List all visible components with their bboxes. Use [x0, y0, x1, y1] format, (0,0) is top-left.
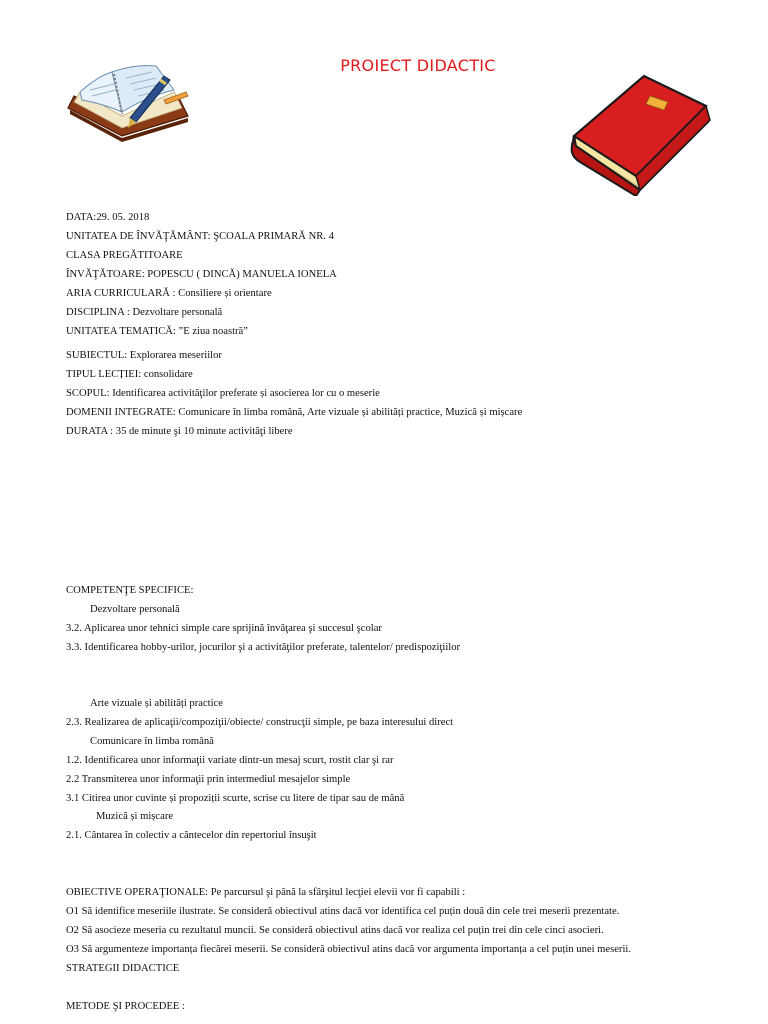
- competence-item: 3.1 Citirea unor cuvinte și propoziții scurte, scrise cu litere de tipar sau de mână: [66, 793, 405, 804]
- purpose-line: SCOPUL: Identificarea activităţilor preferate și asocierea lor cu o meserie: [66, 388, 380, 399]
- av-subheading: Arte vizuale și abilități practice: [90, 698, 223, 709]
- teacher-line: ÎNVĂŢĂTOARE: POPESCU ( DINCĂ) MANUELA IONELA: [66, 269, 337, 280]
- curricular-area-line: ARIA CURRICULARĂ : Consiliere și orientare: [66, 288, 272, 299]
- objective-item: O3 Să argumenteze importanța fiecărei meserii. Se consideră obiectivul atins dacă vor argumenta importanța a cel puțin unei meserii.: [66, 944, 631, 955]
- competence-item: 3.2. Aplicarea unor tehnici simple care sprijină învăţarea şi succesul şcolar: [66, 623, 382, 634]
- objective-item: O1 Să identifice meseriile ilustrate. Se consideră obiectivul atins dacă vor identifica cel puțin două din cele trei meserii prezentate.: [66, 906, 620, 917]
- subject-line: SUBIECTUL: Explorarea meseriilor: [66, 350, 222, 361]
- competence-item: 3.3. Identificarea hobby-urilor, jocurilor şi a activităţilor preferate, talentelor/ predispoziţiilor: [66, 642, 461, 653]
- duration-line: DURATA : 35 de minute şi 10 minute activităţi libere: [66, 426, 293, 437]
- open-notebook-with-pen-icon: [60, 56, 200, 146]
- competence-item: 2.2 Transmiterea unor informaţii prin intermediul mesajelor simple: [66, 774, 351, 785]
- strategies-heading: STRATEGII DIDACTICE: [66, 963, 180, 974]
- competences-heading: COMPETENŢE SPECIFICE:: [66, 585, 194, 596]
- competence-item: 1.2. Identificarea unor informaţii variate dintr-un mesaj scurt, rostit clar şi rar: [66, 755, 394, 766]
- competence-item: 2.1. Cântarea în colectiv a cântecelor din repertoriul însuşit: [66, 830, 317, 841]
- date-line: DATA:29. 05. 2018: [66, 212, 150, 223]
- objective-item: O2 Să asocieze meseria cu rezultatul muncii. Se consideră obiectivul atins dacă vor realiza cel puțin trei din cele cinci asocieri.: [66, 925, 604, 936]
- school-line: UNITATEA DE ÎNVĂŢĂMÂNT: ŞCOALA PRIMARĂ NR. 4: [66, 231, 334, 242]
- lesson-type-line: TIPUL LECȚIEI: consolidare: [66, 369, 193, 380]
- document-title: PROIECT DIDACTIC: [340, 56, 496, 75]
- clr-subheading: Comunicare în limba română: [90, 736, 214, 747]
- competence-item: 2.3. Realizarea de aplicaţii/compoziţii/obiecte/ construcţii simple, pe baza interesului direct: [66, 717, 454, 728]
- thematic-unit-line: UNITATEA TEMATICĂ: ”E ziua noastră”: [66, 326, 248, 337]
- class-line: CLASA PREGĂTITOARE: [66, 250, 183, 261]
- methods-heading: METODE ŞI PROCEDEE :: [66, 1001, 185, 1012]
- mm-subheading: Muzică și mișcare: [96, 811, 174, 822]
- closed-red-book-icon: [566, 72, 712, 196]
- discipline-line: DISCIPLINA : Dezvoltare personală: [66, 307, 223, 318]
- objectives-heading: OBIECTIVE OPERAŢIONALE: Pe parcursul şi până la sfârşitul lecţiei elevii vor fi capabili :: [66, 887, 466, 898]
- integrated-domains-line: DOMENII INTEGRATE: Comunicare în limba română, Arte vizuale și abilități practice, Muzică și mișcare: [66, 407, 523, 418]
- dp-subheading: Dezvoltare personală: [90, 604, 180, 615]
